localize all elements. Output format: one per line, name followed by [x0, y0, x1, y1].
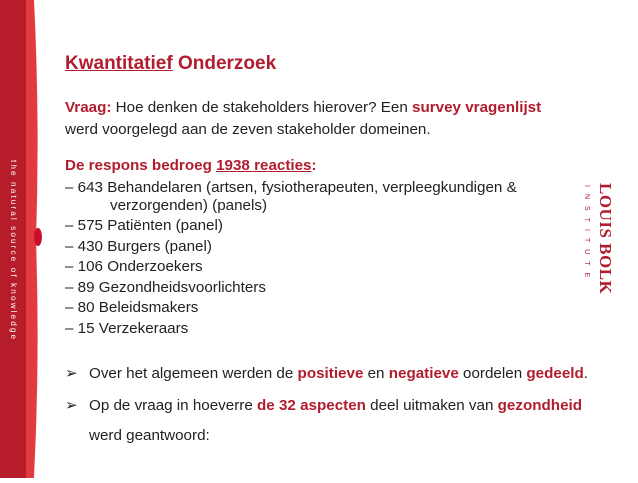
question-line-1 — [65, 99, 541, 116]
response-prefix: De respons bedroeg — [65, 157, 217, 174]
bullet-2 — [65, 396, 582, 414]
list-item-continuation: verzorgenden) (panels) — [110, 196, 268, 214]
bullet-2-highlight-health: gezondheid — [497, 397, 583, 414]
bullet-2-text: deel uitmaken van — [365, 397, 498, 414]
response-count: 1938 reacties — [216, 157, 312, 174]
bullet-1-text: . — [583, 365, 589, 382]
list-item: – 15 Verzekeraars — [65, 319, 189, 337]
bullet-1-highlight-positive: positieve — [297, 365, 364, 382]
response-line — [65, 157, 317, 174]
bullet-1-text: oordelen — [458, 365, 527, 382]
bullet-2-highlight-aspects: de 32 aspecten — [257, 397, 366, 414]
bullet-1 — [65, 364, 588, 382]
slide-title — [65, 53, 276, 75]
sidebar-tagline: the natural source of knowledge — [9, 160, 18, 342]
bullet-2-line-2: werd geantwoord: — [89, 427, 210, 444]
arrow-bullet-icon: ➢ — [65, 397, 78, 414]
arrow-bullet-icon: ➢ — [65, 365, 78, 382]
list-item: – 89 Gezondheidsvoorlichters — [65, 278, 266, 296]
bullet-1-highlight-shared: gedeeld — [526, 365, 584, 382]
bullet-1-text: Over het algemeen werden de — [89, 365, 298, 382]
logo — [581, 183, 625, 293]
question-line-2: werd voorgelegd aan de zeven stakeholder domeinen. — [65, 121, 431, 138]
logo-sub-text: INSTITUTE — [583, 185, 590, 285]
list-item: – 430 Burgers (panel) — [65, 237, 212, 255]
title-rest: Onderzoek — [172, 53, 277, 74]
list-item: – 106 Onderzoekers — [65, 258, 203, 275]
stakeholder-list — [65, 178, 517, 339]
bullet-1-text: en — [363, 365, 389, 382]
logo-main-text: LOUIS BOLK — [596, 183, 615, 295]
list-item: – 643 Behandelaren (artsen, fysiotherapeuten, verpleegkundigen & — [65, 179, 517, 196]
response-suffix: : — [311, 157, 317, 174]
list-item: – 80 Beleidsmakers — [65, 299, 199, 316]
bullet-1-highlight-negative: negatieve — [388, 365, 459, 382]
sidebar-dot — [34, 228, 42, 246]
question-label: Vraag: — [65, 99, 112, 116]
title-underlined: Kwantitatief — [65, 53, 173, 74]
sidebar-decoration — [0, 0, 42, 478]
bullet-2-text: Op de vraag in hoeverre — [89, 397, 258, 414]
question-highlight: survey vragenlijst — [412, 99, 542, 116]
list-item: – 575 Patiënten (panel) — [65, 217, 223, 234]
question-text: Hoe denken de stakeholders hierover? Een — [111, 99, 413, 116]
